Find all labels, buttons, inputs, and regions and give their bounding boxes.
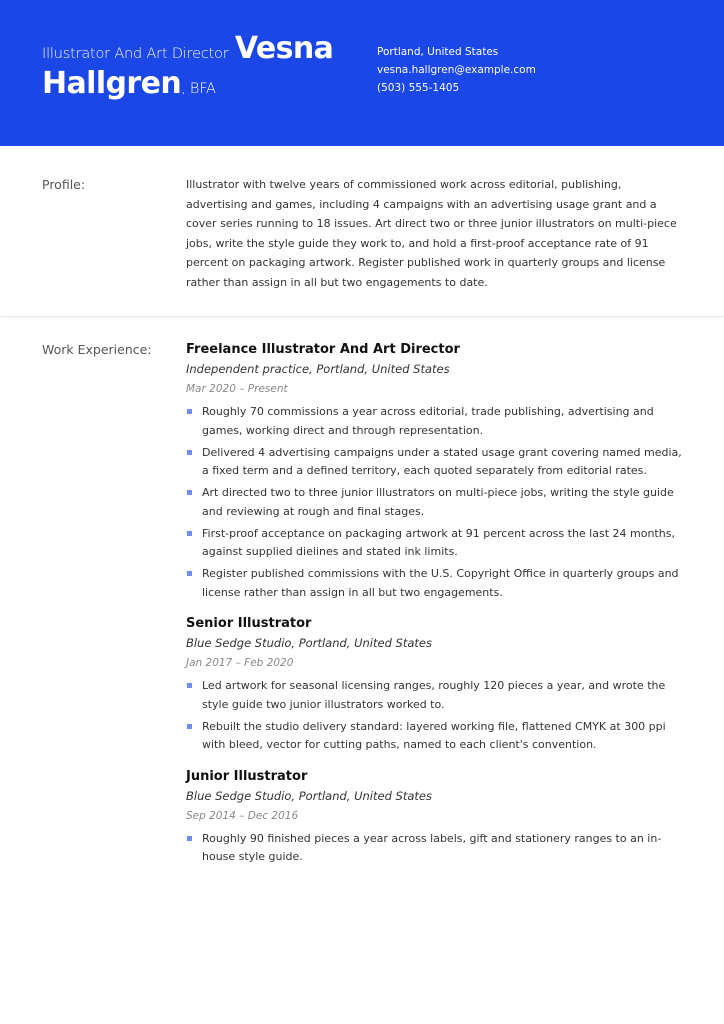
job-dates: Jan 2017 – Feb 2020 [186,657,294,669]
job-dates: Mar 2020 – Present [186,383,288,395]
job-bullets [186,403,686,602]
job-entry [186,341,686,602]
email[interactable]: vesna.hallgren@example.com [377,64,536,76]
job-entry [186,768,686,867]
profile-label: Profile: [42,177,86,192]
job-title: Freelance Illustrator And Art Director [186,342,460,357]
bullet-item: First-proof acceptance on packaging artwork at 91 percent across the last 24 months, against supplied dielines and stated ink limits. [186,525,686,562]
job-employer: Independent practice, Portland, United States [186,362,450,376]
job-entry [186,615,686,755]
first-name: Vesna [234,31,334,66]
profile-text: Illustrator with twelve years of commissioned work across editorial, publishing, advertising and games, including 4 campaigns with an advertising usage grant and a cover series running to 18 issues. Art direct two or three junior illustrators on multi-piece jobs, write the style guide they work to, and hold a first-proof acceptance rate of 91 percent on packaging artwork. Register published work in quarterly groups and license rather than assign in all but two engagements to date. [186,178,677,289]
bullet-item: Rebuilt the studio delivery standard: layered working file, flattened CMYK at 300 ppi with bleed, vector for cutting paths, named to each client's convention. [186,718,686,755]
job-role: Illustrator And Art Director [42,46,229,62]
profile-section [0,146,724,317]
job-employer: Blue Sedge Studio, Portland, United States [186,788,432,803]
bullet-item: Roughly 90 finished pieces a year across labels, gift and stationery ranges to an in-house style guide. [186,830,686,867]
bullet-item: Led artwork for seasonal licensing ranges, roughly 120 pieces a year, and wrote the style guide two junior illustrators worked to. [186,677,686,714]
job-bullets [186,677,686,755]
bullet-item: Roughly 70 commissions a year across editorial, trade publishing, advertising and games, working direct and through representation. [186,403,686,440]
job-bullets [186,830,686,867]
job-employer: Blue Sedge Studio, Portland, United States [186,636,432,650]
bullet-item: Delivered 4 advertising campaigns under a stated usage grant covering named media, a fixed term and a defined territory, each quoted separately from editorial rates. [186,444,686,481]
job-dates: Sep 2014 – Dec 2016 [186,809,299,822]
last-name: Hallgren [42,66,182,101]
headline [42,31,362,101]
work-experience-label: Work Experience: [42,342,152,357]
phone[interactable]: (503) 555-1405 [377,82,460,94]
job-list [186,341,686,880]
resume-header [0,0,724,146]
job-title: Senior Illustrator [186,616,312,631]
credential: , BFA [181,81,216,97]
job-title: Junior Illustrator [186,768,308,784]
location: Portland, United States [377,46,499,58]
bullet-item: Register published commissions with the U.S. Copyright Office in quarterly groups and license rather than assign in all but two engagements. [186,565,686,602]
name-block [42,31,362,101]
bullet-item: Art directed two to three junior illustrators on multi-piece jobs, writing the style guide and reviewing at rough and final stages. [186,484,686,521]
contact-info [377,43,536,97]
